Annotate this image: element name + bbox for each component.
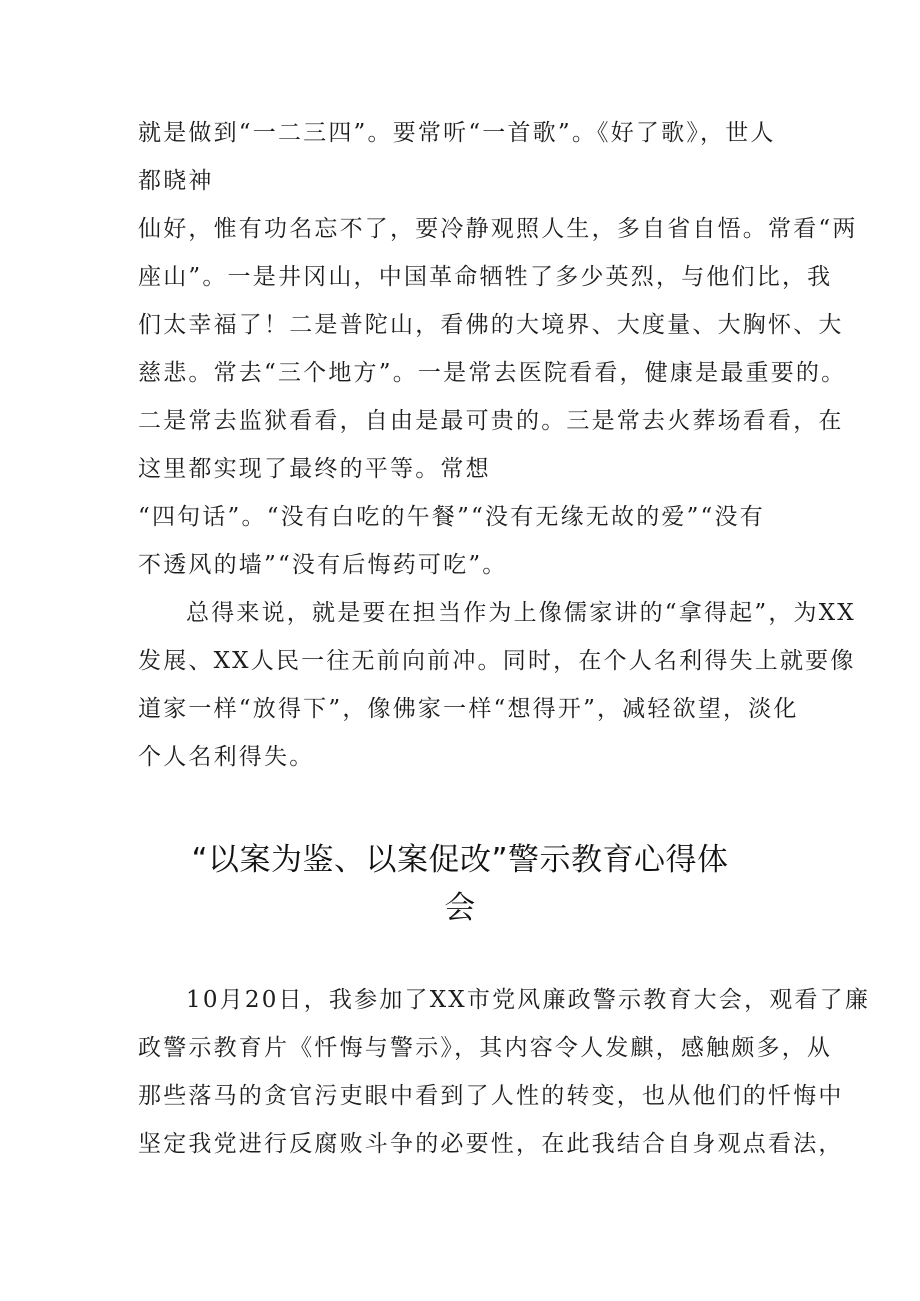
article-text-line: 政警示教育片《忏悔与警示》，其内容令人发麒，感触颇多，从 [138,1035,833,1061]
article-text-line: 坚定我党进行反腐败斗争的必要性，在此我结合自身观点看法， [138,1131,844,1157]
summary-text-line: 发展、XX人民一往无前向前冲。同时，在个人名利得失上就要像 [138,648,856,674]
body-text-line: 仙好，惟有功名忘不了，要冷静观照人生，多自省自悟。常看“两 [138,216,858,242]
body-text-line: 慈悲。常去“三个地方”。一是常去医院看看，健康是最重要的。 [138,360,847,386]
article-title-line1: “以案为鉴、以案促改”警示教育心得体 [191,842,729,878]
summary-text-line: 个人名利得失。 [138,744,315,770]
article-text-line: 那些落马的贪官污吏眼中看到了人性的转变，也从他们的忏悔中 [138,1083,844,1109]
article-text-line: 10月20日，我参加了XX市党风廉政警示教育大会，观看了廉 [186,987,871,1013]
summary-text-line: 总得来说，就是要在担当作为上像儒家讲的“拿得起”，为XX [186,600,856,626]
body-text-line: 座山”。一是井冈山，中国革命牺牲了多少英烈，与他们比，我 [138,264,833,290]
article-title-line2: 会 [444,890,476,926]
body-text-line: 这里都实现了最终的平等。常想 [138,456,491,482]
body-text-line: 都晓神 [138,168,214,194]
summary-text-line: 道家一样“放得下”，像佛家一样“想得开”，减轻欲望，淡化 [138,696,799,722]
body-text-line: 们太幸福了！二是普陀山，看佛的大境界、大度量、大胸怀、大 [138,312,844,338]
body-text-line: 就是做到“一二三四”。要常听“一首歌”。《好了歌》，世人 [138,120,776,146]
body-text-line: 不透风的墙”“没有后悔药可吃”。 [138,552,508,578]
body-text-line: 二是常去监狱看看，自由是最可贵的。三是常去火葬场看看，在 [138,408,844,434]
body-text-line: “四句话”。“没有白吃的午餐”“没有无缘无故的爱”“没有 [138,504,765,530]
